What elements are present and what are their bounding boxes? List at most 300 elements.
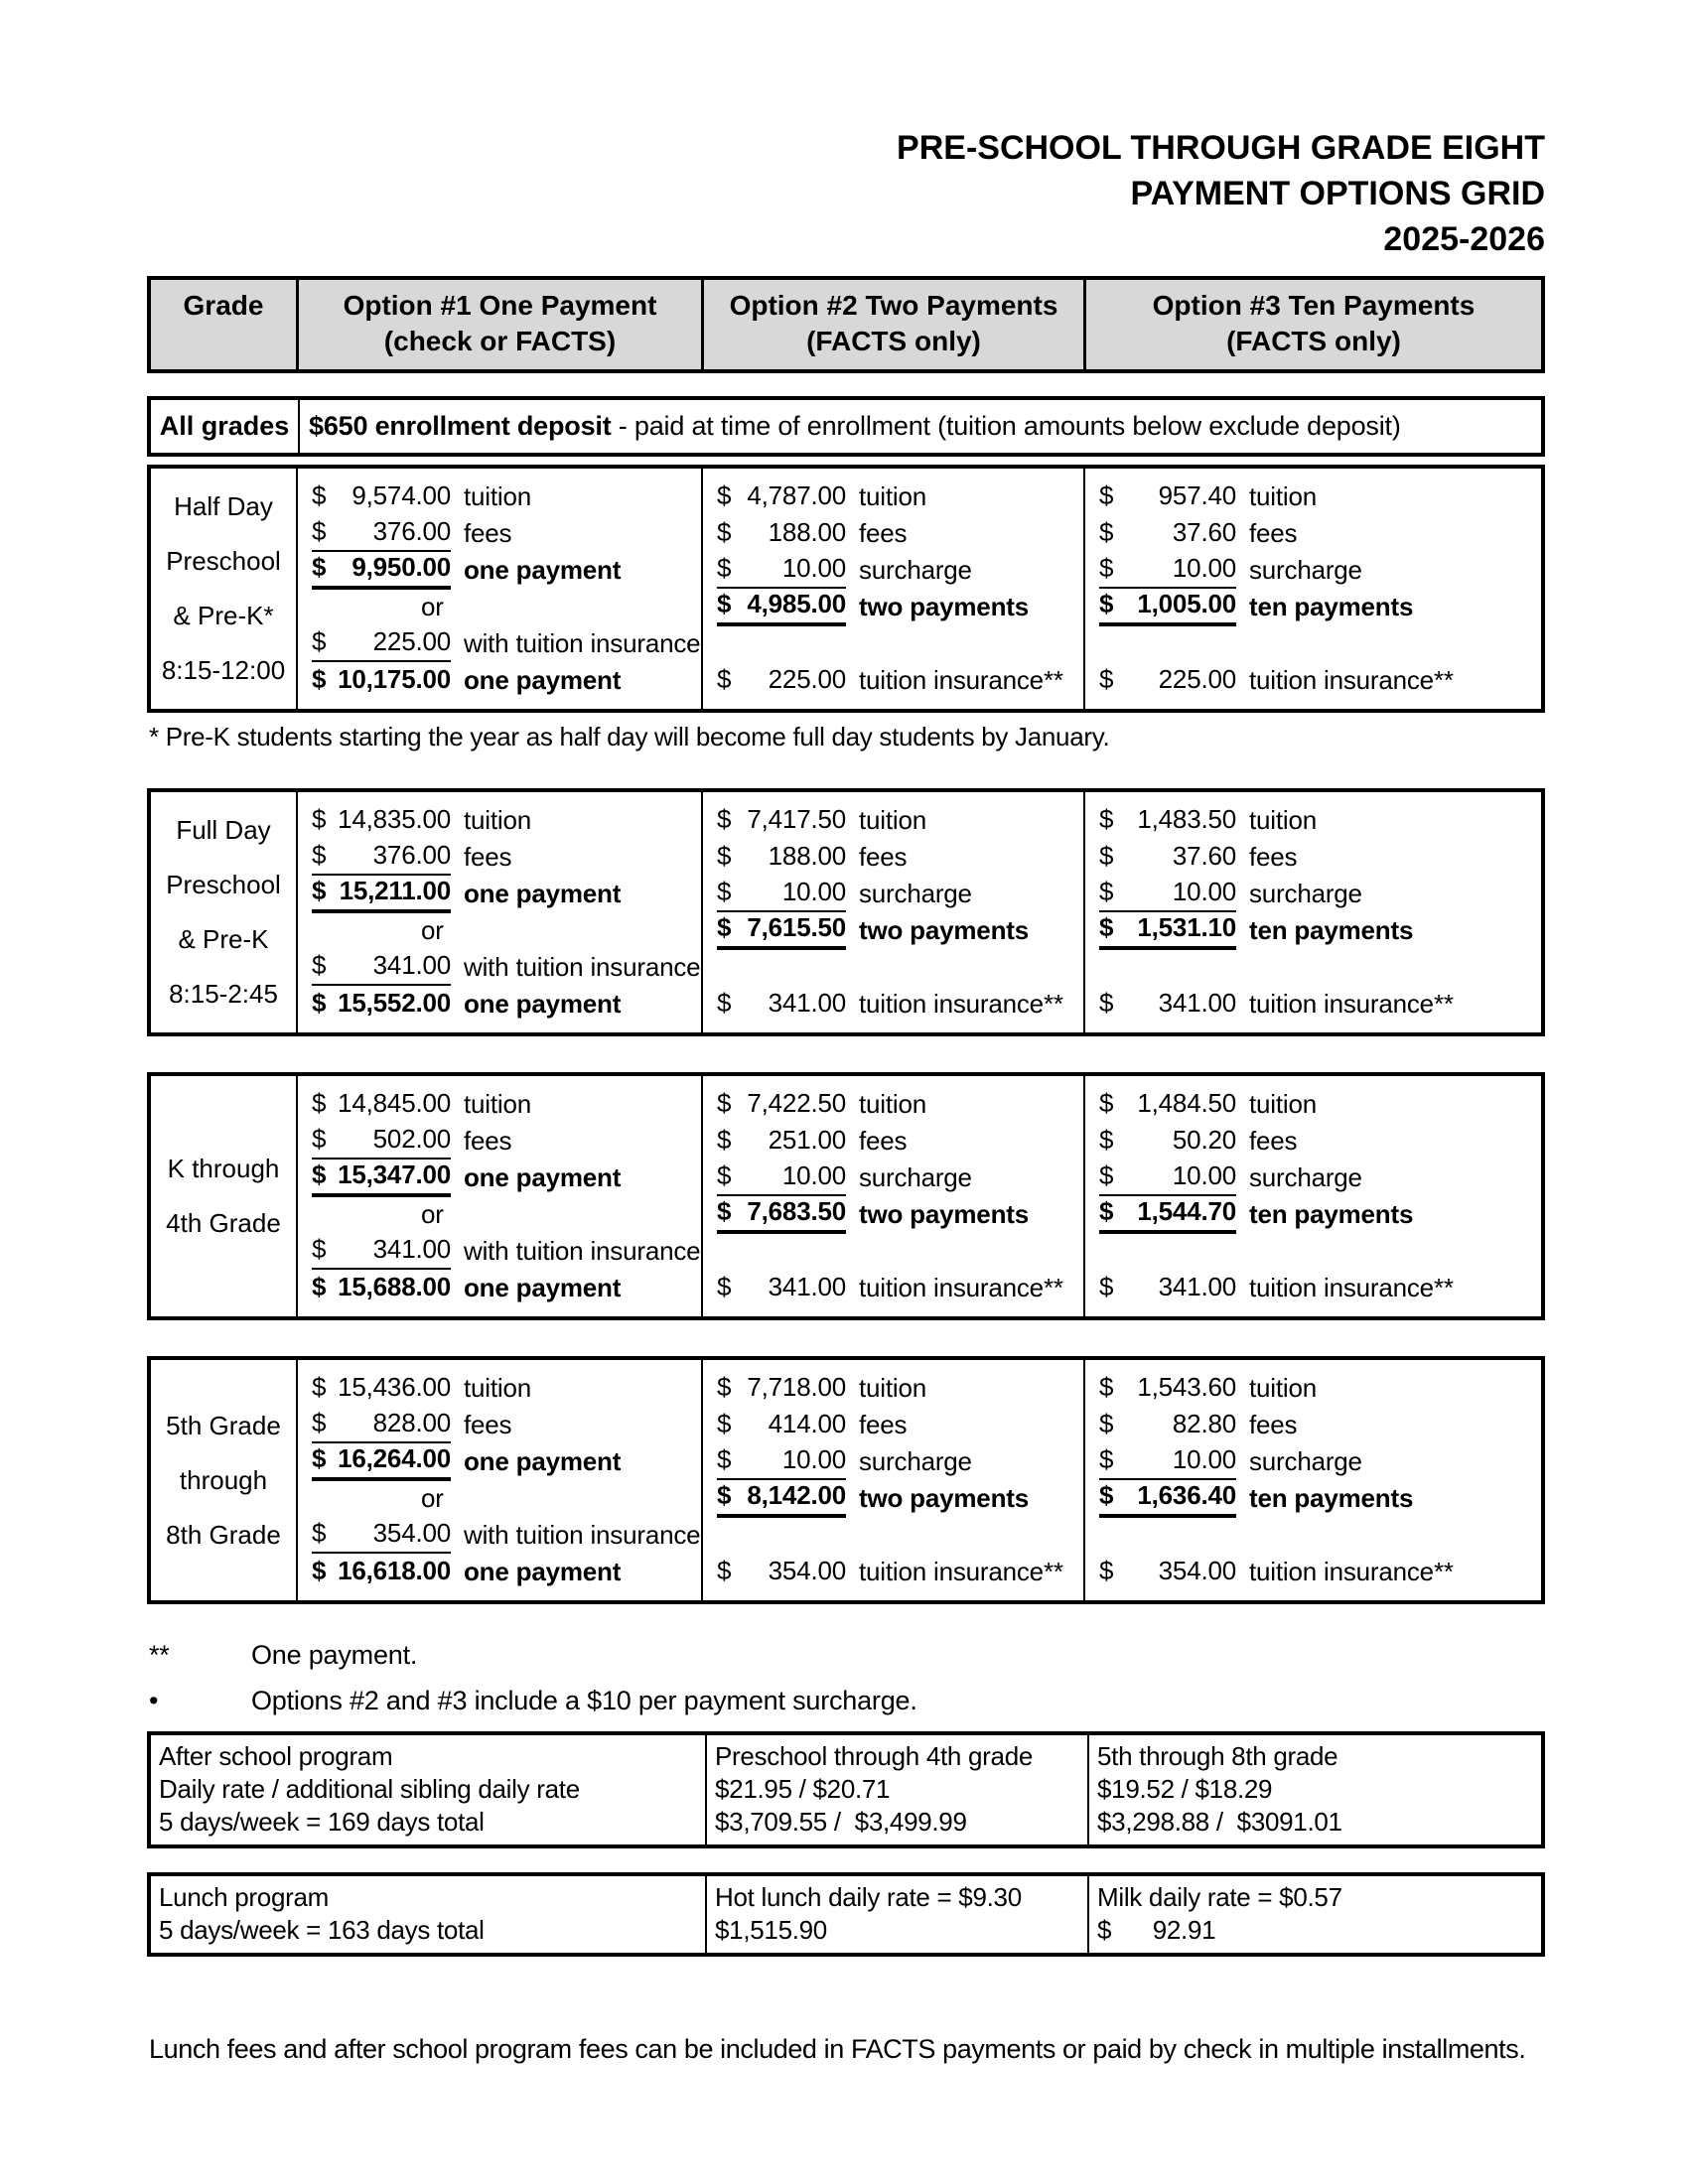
amount [312,840,451,876]
currency-symbol: $ [1099,911,1114,942]
money-row [1085,515,1541,552]
currency-symbol: $ [1099,987,1114,1018]
row-label: one payment [464,989,622,1019]
amount-value: 82.80 [1172,1408,1236,1438]
amount [1099,1088,1236,1122]
amount-value: 251.00 [768,1124,846,1155]
amount-value: 376.00 [372,839,451,870]
amount [312,804,451,838]
amount-value: 50.20 [1172,1124,1236,1155]
amount-value: 10.00 [781,1160,846,1190]
money-row [703,1443,1083,1480]
title-line-1: PRE-SCHOOL THROUGH GRADE EIGHT [897,129,1545,167]
money-row [298,802,701,839]
or-label: or [421,1483,444,1513]
amount [717,1088,846,1122]
amount [717,1480,846,1518]
row-label: tuition insurance** [859,1557,1063,1586]
currency-symbol: $ [1099,1087,1114,1118]
amount [1099,804,1236,838]
row-label: surcharge [1249,1162,1362,1192]
amount [1099,480,1236,514]
money-row [703,1270,1083,1306]
currency-symbol: $ [717,1371,732,1402]
currency-symbol: $ [1099,1443,1114,1474]
currency-symbol: $ [1099,1271,1114,1301]
money-row [298,589,701,625]
amount-value: 957.40 [1158,479,1236,510]
amount [312,480,451,514]
amount-value: 14,845.00 [338,1087,451,1118]
grade-cell [151,792,296,1032]
amount [717,1125,846,1159]
row-label: fees [859,1126,908,1156]
money-row [703,1233,1083,1270]
option3-cell [1083,469,1541,709]
money-row [703,589,1083,625]
amount-value: 341.00 [768,987,846,1018]
currency-symbol: $ [717,1160,732,1190]
amount [312,876,451,913]
amount-value: 341.00 [768,1271,846,1301]
row-label: tuition [1249,1373,1317,1403]
money-row [1085,662,1541,699]
amount [717,1160,846,1196]
grade-line: Preschool [166,546,281,576]
row-label: tuition insurance** [859,989,1063,1019]
amount-value: 37.60 [1172,516,1236,547]
grade-block [147,788,1545,1036]
amount-value: 354.00 [768,1555,846,1585]
currency-symbol: $ [1099,588,1114,618]
money-row [1085,876,1541,912]
currency-symbol: $ [312,1159,327,1189]
money-row [703,552,1083,589]
money-row [1085,625,1541,662]
table-line: Milk daily rate = $0.57 [1097,1882,1342,1912]
option2-cell [701,1076,1083,1316]
amount [717,480,846,514]
currency-symbol: $ [312,663,327,694]
header-grade-label: Grade [183,290,264,321]
money-row [298,1123,701,1160]
grade-cell [151,469,296,709]
amount [717,1196,846,1234]
lunch-col-2 [705,1876,1087,1953]
amount [312,1160,451,1197]
row-label: tuition [464,805,531,835]
grade-line: 4th Grade [166,1208,281,1238]
row-label: ten payments [1249,915,1414,945]
amount-value: 1,636.40 [1137,1479,1236,1510]
currency-symbol: $ [1099,803,1114,834]
amount-value: 414.00 [768,1408,846,1438]
row-label: one payment [464,555,622,585]
amount-value: 7,683.50 [747,1195,846,1226]
grade-line: 8:15-12:00 [161,655,286,685]
row-label: surcharge [859,555,972,585]
money-row [298,478,701,515]
amount-value: 4,787.00 [747,479,846,510]
money-row [1085,1517,1541,1554]
row-label: tuition [1249,481,1317,511]
row-label: fees [464,842,512,872]
header-cell-option1 [296,280,701,369]
table-line: $21.95 / $20.71 [715,1774,891,1804]
grade-block [147,465,1545,713]
bottom-note: Lunch fees and after school program fees can be included in FACTS payments or paid by check in multiple installments. [149,2034,1526,2064]
amount-value: 15,552.00 [338,987,451,1018]
amount-value: 354.00 [1158,1555,1236,1585]
currency-symbol: $ [717,1124,732,1155]
option1-cell [296,1076,701,1316]
currency-symbol: $ [717,987,732,1018]
amount [717,1409,846,1442]
money-row [1085,478,1541,515]
currency-symbol: $ [717,1443,732,1474]
grade-cell [151,1076,296,1316]
money-row [298,1370,701,1407]
amount [1099,912,1236,950]
money-row [1085,986,1541,1023]
deposit-bold-text: $650 enrollment deposit [309,411,612,441]
money-row [298,1196,701,1233]
amount [1099,1372,1236,1406]
amount [1099,589,1236,626]
amount-value: 10.00 [781,876,846,906]
amount-value: 16,618.00 [338,1555,451,1585]
grade-line: Preschool [166,870,281,899]
currency-symbol: $ [312,1271,327,1301]
currency-symbol: $ [312,479,327,510]
row-label: tuition insurance** [1249,1273,1454,1302]
row-label: one payment [464,1446,622,1476]
row-label: surcharge [859,879,972,908]
money-row [703,839,1083,876]
row-label: two payments [859,915,1029,945]
amount-value: 225.00 [1158,663,1236,694]
option2-cell [701,469,1083,709]
row-label: fees [859,1410,908,1439]
grade-line: Full Day [176,815,271,845]
row-label: surcharge [859,1162,972,1192]
money-row [703,1160,1083,1196]
grade-block [147,1356,1545,1604]
amount-value: 341.00 [1158,987,1236,1018]
currency-symbol: $ [312,987,327,1018]
lunch-table [147,1872,1545,1957]
amount-value: 376.00 [372,515,451,546]
row-label: ten payments [1249,592,1414,621]
footnote-surcharge [149,1684,1688,1717]
row-label: with tuition insurance [464,1520,701,1550]
amount [1099,1160,1236,1196]
table-line: Hot lunch daily rate = $9.30 [715,1882,1022,1912]
amount [1099,1444,1236,1480]
currency-symbol: $ [312,1233,327,1264]
money-row [1085,589,1541,625]
amount [1099,988,1236,1022]
after-school-col-1 [151,1735,705,1844]
row-label: one payment [464,879,622,908]
money-row [703,1370,1083,1407]
amount-value: 1,531.10 [1137,911,1236,942]
money-row [1085,552,1541,589]
amount-value: 10.00 [1172,1160,1236,1190]
money-row [1085,1443,1541,1480]
amount-value: 341.00 [372,1233,451,1264]
amount-value: 828.00 [372,1407,451,1437]
table-line: Lunch program [159,1882,329,1912]
header-cell-option2 [701,280,1083,369]
or-label: or [421,1199,444,1229]
row-label: tuition [464,481,531,511]
currency-symbol: $ [1099,1408,1114,1438]
amount-value: 15,347.00 [338,1159,451,1189]
row-label: fees [1249,1126,1298,1156]
row-label: fees [859,842,908,872]
amount-value: 9,574.00 [352,479,451,510]
table-line: 5 days/week = 163 days total [159,1915,485,1945]
amount-value: 502.00 [372,1123,451,1154]
currency-symbol: $ [312,551,327,582]
row-label: one payment [464,1557,622,1586]
amount-value: 1,005.00 [1137,588,1236,618]
header-option2-label: Option #2 Two Payments [729,290,1058,321]
after-school-col-2 [705,1735,1087,1844]
amount-value: 16,264.00 [338,1442,451,1473]
currency-symbol: $ [1099,1479,1114,1510]
currency-symbol: $ [312,1517,327,1548]
row-label: surcharge [1249,1446,1362,1476]
money-row [703,802,1083,839]
money-row [703,1086,1083,1123]
row-label: tuition insurance** [859,1273,1063,1302]
option1-cell [296,792,701,1032]
row-label: with tuition insurance [464,952,701,982]
amount [717,804,846,838]
money-row [1085,1480,1541,1517]
money-row [1085,1086,1541,1123]
row-label: ten payments [1249,1483,1414,1513]
amount-value: 7,718.00 [747,1371,846,1402]
amount-value: 7,615.50 [747,911,846,942]
row-label: fees [464,1410,512,1439]
after-school-table [147,1731,1545,1848]
amount [717,1556,846,1589]
currency-symbol: $ [1099,1160,1114,1190]
amount [1099,1409,1236,1442]
currency-symbol: $ [717,1271,732,1301]
money-row [298,625,701,662]
row-label: tuition insurance** [1249,989,1454,1019]
table-line: $19.52 / $18.29 [1097,1774,1273,1804]
money-row [1085,802,1541,839]
grade-line: 8th Grade [166,1519,281,1550]
amount-value: 8,142.00 [747,1479,846,1510]
money-row [703,515,1083,552]
money-row [703,625,1083,662]
amount-value: 15,688.00 [338,1271,451,1301]
currency-symbol: $ [1099,876,1114,906]
header-option3-subline: (FACTS only) [1226,326,1401,356]
currency-symbol: $ [717,911,732,942]
amount [312,552,451,590]
currency-symbol: $ [1099,1555,1114,1585]
currency-symbol: $ [312,839,327,870]
currency-symbol: $ [312,625,327,656]
header-option3-label: Option #3 Ten Payments [1152,290,1476,321]
amount [312,1518,451,1554]
amount [717,912,846,950]
money-row [703,912,1083,949]
amount [312,988,451,1022]
money-row [298,1233,701,1270]
money-row [1085,1123,1541,1160]
amount-value: 188.00 [768,516,846,547]
amount [1099,1196,1236,1234]
money-row [298,1086,701,1123]
row-label: two payments [859,592,1029,621]
amount [717,877,846,912]
money-row [298,1270,701,1306]
row-label: tuition insurance** [859,665,1063,695]
amount [717,841,846,875]
row-label: fees [1249,1410,1298,1439]
currency-symbol: $ [1099,552,1114,583]
money-row [703,1554,1083,1590]
header-option1-label: Option #1 One Payment [343,290,657,321]
currency-symbol: $ [717,803,732,834]
after-school-col-3 [1087,1735,1541,1844]
deposit-grade-label: All grades [151,400,300,453]
amount-value: 188.00 [768,840,846,871]
amount-value: 4,985.00 [747,588,846,618]
row-label: surcharge [1249,879,1362,908]
amount-value: 10.00 [1172,1443,1236,1474]
footnote-text: Options #2 and #3 include a $10 per payment surcharge. [251,1686,917,1715]
table-line: 5 days/week = 169 days total [159,1807,485,1837]
row-label: tuition [1249,805,1317,835]
document-title [0,0,1545,262]
amount [1099,1125,1236,1159]
amount-value: 1,483.50 [1137,803,1236,834]
option2-cell [701,792,1083,1032]
amount-value: 10.00 [1172,552,1236,583]
amount [717,1372,846,1406]
row-label: two payments [859,1483,1029,1513]
grade-cell [151,1360,296,1600]
amount [1099,877,1236,912]
table-line: $3,298.88 / $3091.01 [1097,1807,1342,1837]
currency-symbol: $ [312,1123,327,1154]
title-line-2: PAYMENT OPTIONS GRID [1130,175,1545,212]
currency-symbol: $ [1099,516,1114,547]
money-row [703,986,1083,1023]
prek-footnote: * Pre-K students starting the year as half day will become full day students by January. [149,722,1110,751]
amount-value: 14,835.00 [338,803,451,834]
row-label: tuition [859,1373,926,1403]
currency-symbol: $ [717,876,732,906]
money-row [1085,1407,1541,1443]
currency-symbol: $ [1099,1124,1114,1155]
money-row [298,876,701,912]
amount [1099,1272,1236,1305]
amount [717,589,846,626]
row-label: one payment [464,1162,622,1192]
amount-value: 354.00 [372,1517,451,1548]
row-label: two payments [859,1199,1029,1229]
currency-symbol: $ [717,1555,732,1585]
amount-value: 10,175.00 [338,663,451,694]
row-label: tuition [1249,1089,1317,1119]
table-line: 5th through 8th grade [1097,1741,1338,1771]
currency-symbol: $ [312,803,327,834]
row-label: with tuition insurance [464,628,701,658]
row-label: ten payments [1249,1199,1414,1229]
grade-blocks [0,465,1688,1604]
amount [1099,517,1236,551]
money-row [298,1160,701,1196]
grade-line: Half Day [174,491,273,521]
option3-cell [1083,1076,1541,1316]
row-label: tuition [859,481,926,511]
amount-value: 7,417.50 [747,803,846,834]
amount-value: 37.60 [1172,840,1236,871]
amount-value: 15,436.00 [338,1371,451,1402]
grade-line: 5th Grade [166,1410,281,1440]
amount [717,517,846,551]
grade-line: & Pre-K* [173,601,274,630]
money-row [703,1196,1083,1233]
deposit-row [147,396,1545,457]
money-row [298,986,701,1023]
deposit-text [300,400,1541,453]
bullet-icon: • [149,1686,159,1715]
money-row [1085,1160,1541,1196]
currency-symbol: $ [717,1087,732,1118]
money-row [703,876,1083,912]
grade-block [147,1072,1545,1320]
or-label: or [421,592,444,621]
header-option1-subline: (check or FACTS) [383,326,617,356]
amount-value: 10.00 [781,552,846,583]
money-row [703,1517,1083,1554]
money-row [1085,1233,1541,1270]
money-row [703,662,1083,699]
money-row [298,1443,701,1480]
amount [1099,1480,1236,1518]
amount-value: 341.00 [1158,1271,1236,1301]
row-label: fees [1249,842,1298,872]
currency-symbol: $ [717,552,732,583]
amount-value: 225.00 [768,663,846,694]
row-label: fees [464,518,512,548]
amount-value: 15,211.00 [339,875,451,905]
option1-cell [296,1360,701,1600]
or-label: or [421,915,444,945]
money-row [703,1480,1083,1517]
money-row [1085,949,1541,986]
money-row [1085,1554,1541,1590]
currency-symbol: $ [312,1087,327,1118]
row-label: fees [859,518,908,548]
row-label: tuition [464,1373,531,1403]
table-line: $ 92.91 [1097,1915,1216,1945]
row-label: tuition [859,805,926,835]
money-row [298,912,701,949]
currency-symbol: $ [717,1479,732,1510]
